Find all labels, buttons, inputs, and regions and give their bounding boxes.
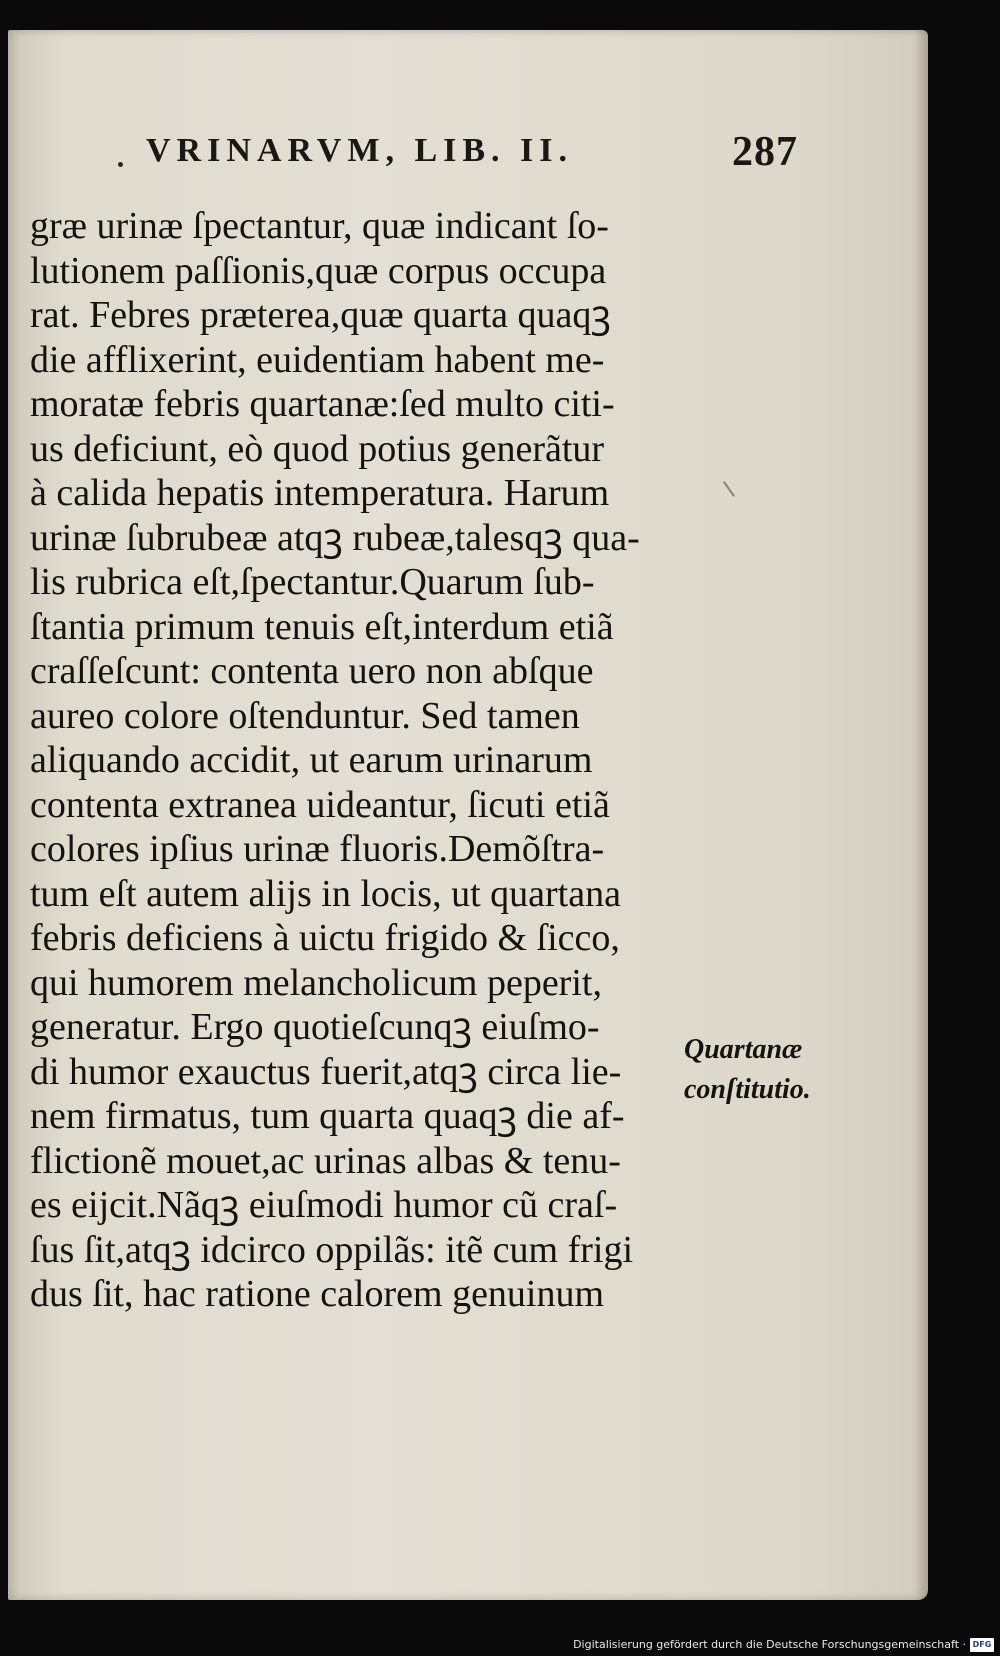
book-page — [8, 30, 928, 1600]
text-line: nem firmatus, tum quarta quaqꝫ die af- — [30, 1095, 625, 1137]
text-line: craſſeſcunt: contenta uero non abſque — [30, 650, 594, 692]
text-line: es eijcit.Nãqꝫ eiuſmodi humor cũ craſ- — [30, 1184, 618, 1226]
text-line: ſtantia primum tenuis eſt,interdum etiã — [30, 605, 614, 648]
funding-credit: Digitalisierung gefördert durch die Deutsche Forschungsgemeinschaft · — [573, 1638, 966, 1651]
text-line: qui humorem melancholicum peperit, — [30, 961, 602, 1004]
text-line: moratæ febris quartanæ:ſed multo citi- — [30, 383, 615, 425]
page-number: 287 — [732, 129, 798, 175]
marginal-note-line: conſtitutio. — [684, 1074, 811, 1105]
text-line: rat. Febres præterea,quæ quarta quaqꝫ — [30, 294, 611, 336]
text-line: urinæ ſubrubeæ atqꝫ rubeæ,talesqꝫ qua- — [30, 516, 640, 559]
paper-mark — [723, 481, 735, 497]
text-line: di humor exauctus fuerit,atqꝫ circa lie- — [30, 1050, 622, 1093]
text-line: lis rubrica eſt,ſpectantur.Quarum ſub- — [30, 561, 595, 603]
text-line: aliquando accidit, ut earum urinarum — [30, 739, 593, 781]
text-line: febris deficiens à uictu frigido & ſicco, — [30, 917, 620, 959]
text-line: aureo colore oſtenduntur. Sed tamen — [30, 694, 580, 737]
text-line: die afflixerint, euidentiam habent me- — [30, 338, 605, 381]
text-line: dus ſit, hac ratione calorem genuinum — [30, 1273, 605, 1315]
text-line: ſus ſit,atqꝫ idcirco oppilãs: itẽ cum frigi — [30, 1228, 634, 1271]
text-line: us deficiunt, eò quod potius generãtur — [30, 427, 605, 470]
text-line: lutionem paſſionis,quæ corpus occupa — [30, 249, 607, 292]
text-line: tum eſt autem alijs in locis, ut quartana — [30, 872, 621, 915]
main-text-block — [30, 204, 700, 1317]
running-head — [118, 120, 798, 180]
text-line: generatur. Ergo quotieſcunqꝫ eiuſmo- — [30, 1006, 600, 1048]
text-line: à calida hepatis intemperatura. Harum — [30, 472, 610, 514]
marginal-note — [684, 1030, 854, 1110]
dfg-logo: DFG — [970, 1638, 994, 1652]
text-line: flictionẽ mouet,ac urinas albas & tenu- — [30, 1139, 621, 1182]
marginal-note-line: Quartanæ — [684, 1034, 803, 1065]
page-edge-shadow — [914, 30, 928, 1600]
text-line: contenta extranea uideantur, ſicuti etiã — [30, 783, 610, 826]
footer-bar — [0, 1630, 1000, 1656]
text-line: colores ipſius urinæ fluoris.Demõſtra- — [30, 828, 605, 870]
text-line: græ urinæ ſpectantur, quæ indicant ſo- — [30, 205, 609, 247]
running-title: VRINARVM, LIB. II. — [146, 132, 573, 169]
running-head-dot — [118, 162, 123, 167]
